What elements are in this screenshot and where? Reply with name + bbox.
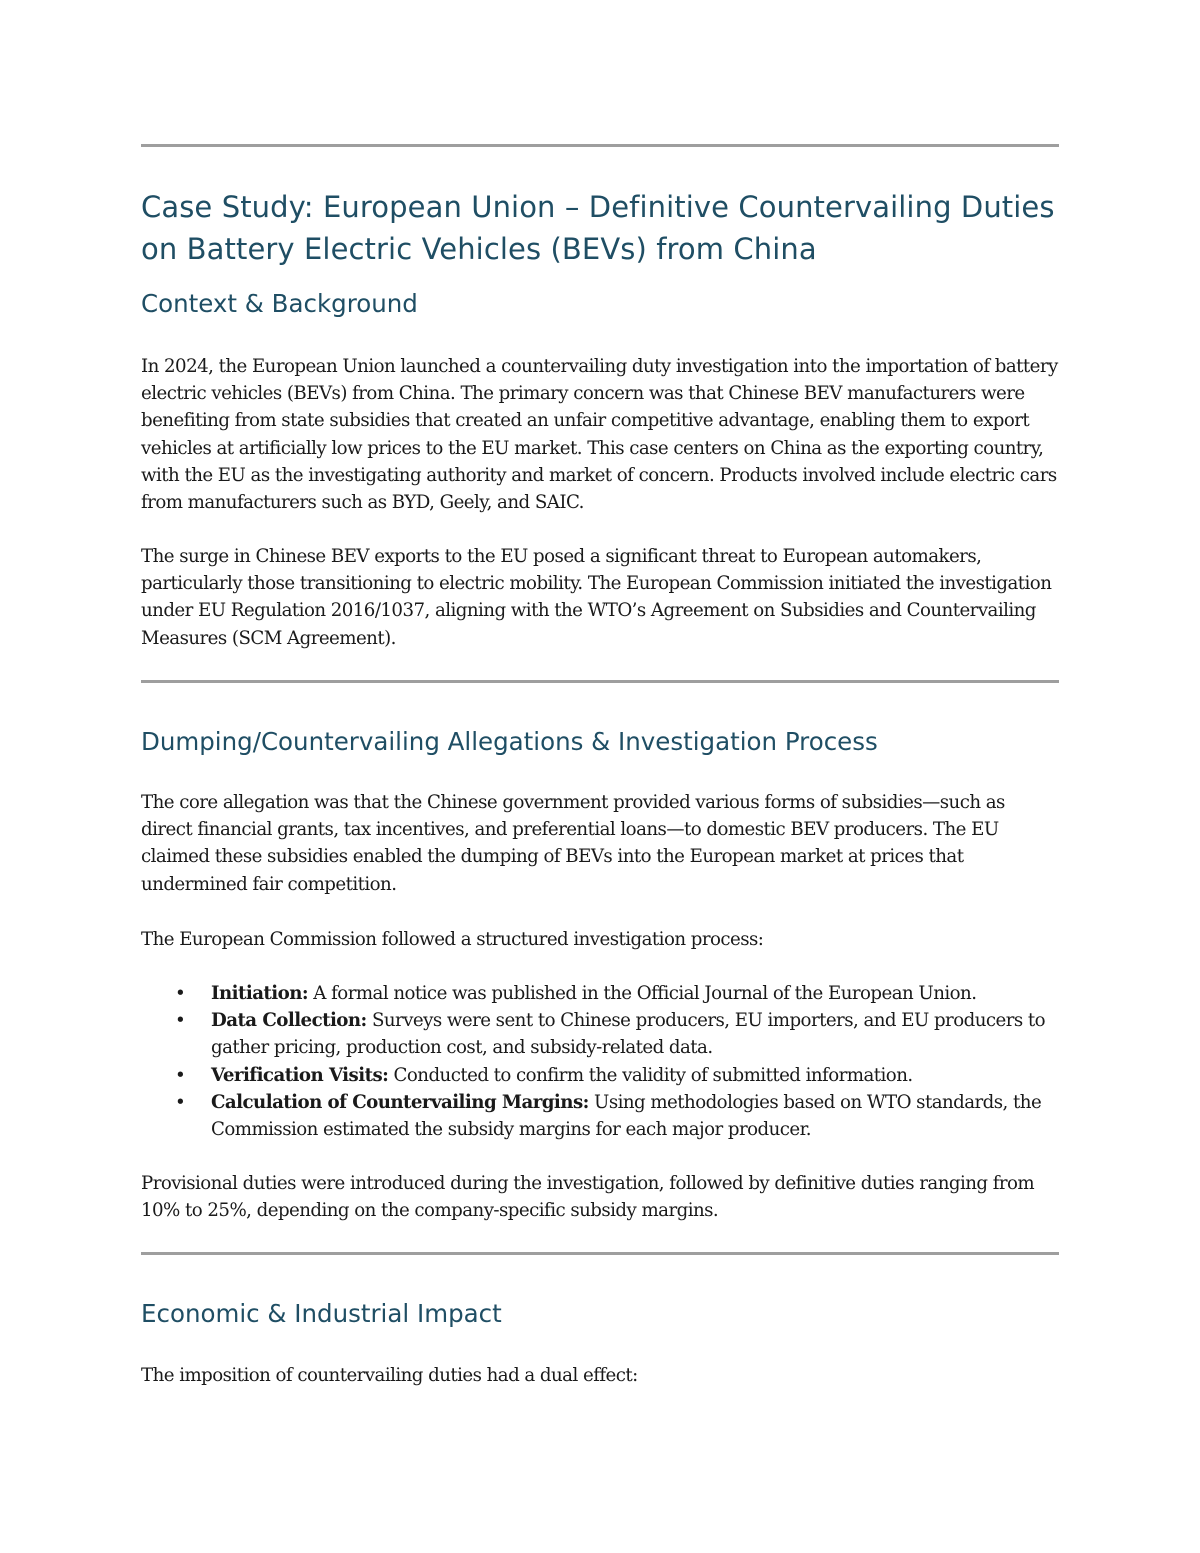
paragraph-context-1: In 2024, the European Union launched a countervailing duty investigation into the importation of battery electric vehicles (BEVs) from China. The primary concern was that Chinese BEV manufacturers were benefiting from state subsidies that created an unfair competitive advantage, enabling them to export vehicles at artificially low prices to the EU market. This case centers on China as the exporting country, with the EU as the investigating authority and market of concern. Products involved include electric cars from manufacturers such as BYD, Geely, and SAIC.: [141, 356, 1058, 514]
paragraph-context-2: The surge in Chinese BEV exports to the EU posed a significant threat to European automakers, particularly those transitioning to electric mobility. The European Commission initiated the investigation under EU Regulation 2016/1037, aligning with the WTO’s Agreement on Subsidies and Countervailing Measures (SCM Agreement).: [141, 546, 1052, 649]
paragraph-allegations-closing: Provisional duties were introduced during the investigation, followed by definitive duties ranging from 10% to 25%, depending on the company-specific subsidy margins.: [141, 1173, 1035, 1222]
investigation-steps-list: [141, 980, 1059, 1143]
horizontal-rule-3: [141, 1252, 1059, 1255]
section-heading-context: Context & Background: [141, 289, 418, 318]
list-item-text: Conducted to confirm the validity of submitted information.: [388, 1064, 913, 1086]
section-heading-impact: Economic & Industrial Impact: [141, 1299, 502, 1328]
list-item: [141, 1062, 1059, 1089]
list-item-term: Calculation of Countervailing Margins:: [211, 1091, 589, 1113]
list-item-term: Initiation:: [211, 983, 309, 1004]
paragraph-allegations-2: The European Commission followed a structured investigation process:: [141, 929, 764, 950]
paragraph-impact-1: The imposition of countervailing duties had a dual effect:: [141, 1365, 638, 1386]
section-heading-allegations: Dumping/Countervailing Allegations & Investigation Process: [141, 727, 878, 756]
list-item-term: Verification Visits:: [211, 1064, 389, 1086]
list-item-text: A formal notice was published in the Official Journal of the European Union.: [308, 983, 977, 1004]
list-item: [141, 1007, 1059, 1061]
document-title: Case Study: European Union – Definitive Countervailing Duties on Battery Electric Vehicles (BEVs) from China: [141, 190, 1055, 266]
list-item: [141, 1089, 1059, 1143]
paragraph-allegations-1: The core allegation was that the Chinese government provided various forms of subsidies—such as direct financial grants, tax incentives, and preferential loans—to domestic BEV producers. The EU claimed these subsidies enabled the dumping of BEVs into the European market at prices that undermined fair competition.: [141, 792, 1005, 895]
horizontal-rule-2: [141, 680, 1059, 683]
bullet-icon: •: [175, 1010, 186, 1032]
list-item-text: Using methodologies based on WTO standards, the Commission estimated the subsidy margins for each major producer.: [211, 1091, 1042, 1141]
bullet-icon: •: [175, 1064, 186, 1086]
list-item-term: Data Collection:: [211, 1010, 367, 1032]
list-item: [141, 980, 1059, 1007]
list-item-text: Surveys were sent to Chinese producers, EU importers, and EU producers to gather pricing, production cost, and subsidy-related data.: [211, 1010, 1046, 1059]
bullet-icon: •: [175, 983, 186, 1004]
bullet-icon: •: [175, 1091, 186, 1113]
horizontal-rule-top: [141, 144, 1059, 147]
